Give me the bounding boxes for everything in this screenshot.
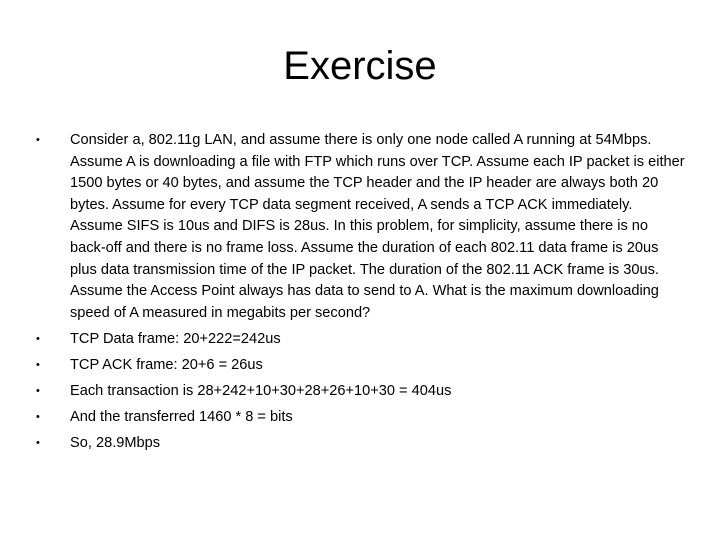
bullet-text: Consider a, 802.11g LAN, and assume there is only one node called A running at 54Mbps. Assume A is downloading a file with FTP which runs over TCP. Assume each IP packet is either 1500 bytes or 40 bytes, and assume the TCP header and the IP header are always both 20 bytes. Assume for every TCP data segment received, A sends a TCP ACK immediately. Assume SIFS is 10us and DIFS is 28us. In this problem, for simplicity, assume there is no back-off and there is no frame loss. Assume the duration of each 802.11 data frame is 20us plus data transmission time of the IP packet. The duration of the 802.11 ACK frame is 30us. Assume the Access Point always has data to send to A. What is the maximum downloading speed of A measured in megabits per second? <box>70 132 685 321</box>
bullet-dot-icon: • <box>36 384 40 397</box>
bullet-dot-icon: • <box>36 410 40 423</box>
bullet-dot-icon: • <box>36 436 40 449</box>
bullet-text: Each transaction is 28+242+10+30+28+26+10+30 = 404us <box>70 382 452 399</box>
bullet-dot-icon: • <box>36 332 40 345</box>
bullet-item-data-frame <box>36 329 686 351</box>
bullet-item-transaction <box>36 381 686 403</box>
bullet-text: So, 28.9Mbps <box>70 434 161 451</box>
bullet-dot-icon: • <box>36 134 40 146</box>
bullet-text: And the transferred 1460 * 8 = bits <box>70 408 293 425</box>
bullet-text: TCP ACK frame: 20+6 = 26us <box>70 356 263 373</box>
bullet-item-problem <box>36 130 686 324</box>
slide-title: Exercise <box>283 44 437 88</box>
bullet-item-transferred <box>36 407 686 429</box>
bullet-text: TCP Data frame: 20+222=242us <box>70 330 281 347</box>
bullet-item-result <box>36 433 686 455</box>
bullet-list <box>36 130 686 459</box>
bullet-item-ack-frame <box>36 355 686 377</box>
bullet-dot-icon: • <box>36 358 40 371</box>
